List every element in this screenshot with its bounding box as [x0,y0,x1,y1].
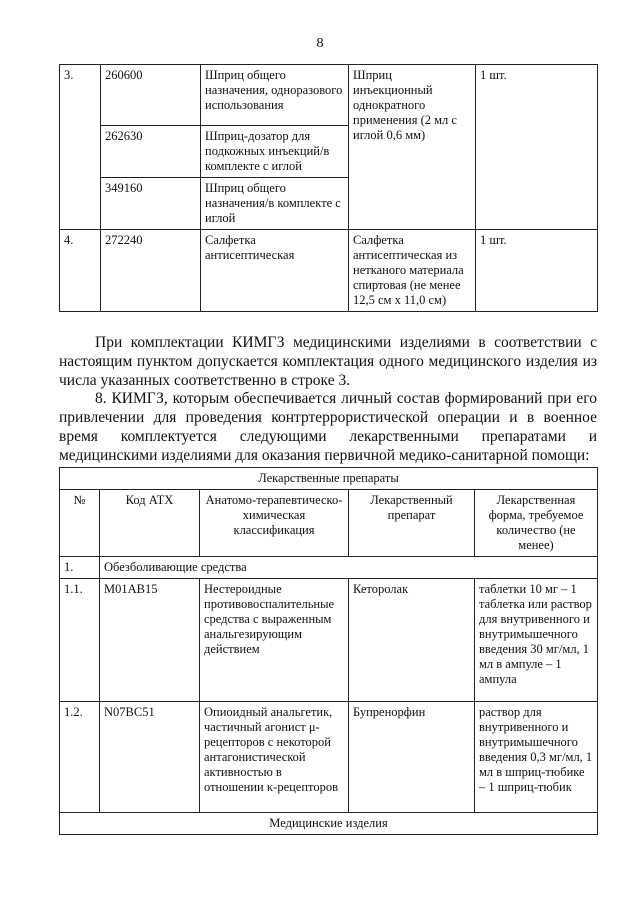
device-name: Шприц общего назначения, одноразового использования [201,65,349,126]
section-title-medical-devices: Медицинские изделия [60,813,598,835]
table-row [60,230,598,312]
device-code: 272240 [101,230,201,312]
group-number: 1. [60,557,100,579]
classification: Опиоидный анальгетик, частичный агонист μ-рецепторов с некоторой антагонистической активностью в отношении κ-рецепторов [200,702,349,813]
row-number: 1.2. [60,702,100,813]
atc-code: N07BC51 [100,702,200,813]
section-title-drugs: Лекарственные препараты [60,468,598,490]
row-number: 4. [60,230,101,312]
device-description: Шприц инъекционный однократного применения (2 мл с иглой 0,6 мм) [349,65,476,230]
drug-name: Кеторолак [349,579,475,702]
drugs-table [59,467,598,835]
drug-name: Бупренорфин [349,702,475,813]
header-atc-code: Код АТХ [100,490,200,557]
header-dosage-form: Лекарственная форма, требуемое количество (не менее) [475,490,598,557]
group-row [60,557,598,579]
atc-code: M01AB15 [100,579,200,702]
dosage-form: таблетки 10 мг – 1 таблетка или раствор для внутривенного и внутримышечного введения 30 мг/мл, 1 мл в ампуле – 1 ампула [475,579,598,702]
table-row [60,702,598,813]
paragraph-kit-completion: При комплектации КИМГЗ медицинскими изделиями в соответствии с настоящим пунктом допускается комплектация одного медицинского изделия из числа указанных соответственно в строке 3. [59,334,597,389]
table-header-row [60,490,598,557]
group-title: Обезболивающие средства [100,557,598,579]
row-number: 3. [60,65,101,230]
device-name: Шприц-дозатор для подкожных инъекций/в комплекте с иглой [201,126,349,178]
table-row [60,579,598,702]
device-code: 349160 [101,178,201,230]
page-number: 8 [316,36,324,51]
dosage-form: раствор для внутривенного и внутримышечного введения 0,3 мг/мл, 1 мл в шприц-тюбике – 1 шприц-тюбик [475,702,598,813]
device-quantity: 1 шт. [476,65,598,230]
device-quantity: 1 шт. [476,230,598,312]
device-code: 262630 [101,126,201,178]
classification: Нестероидные противовоспалительные средства с выраженным анальгезирующим действием [200,579,349,702]
device-name: Шприц общего назначения/в комплекте с иглой [201,178,349,230]
header-drug: Лекарственный препарат [349,490,475,557]
row-number: 1.1. [60,579,100,702]
device-code: 260600 [101,65,201,126]
table-row [60,65,598,126]
device-description: Салфетка антисептическая из нетканого материала спиртовая (не менее 12,5 см х 11,0 см) [349,230,476,312]
device-name: Салфетка антисептическая [201,230,349,312]
header-classification: Анатомо-терапевтическо-химическая классификация [200,490,349,557]
medical-devices-table [59,64,598,312]
header-num: № [60,490,100,557]
paragraph-8: 8. КИМГЗ, которым обеспечивается личный состав формирований при его привлечении для проведения контртеррористической операции и в военное время комплектуется следующими лекарственными препаратами и медицинскими изделиями для оказания первичной медико-санитарной помощи: [59,390,597,464]
